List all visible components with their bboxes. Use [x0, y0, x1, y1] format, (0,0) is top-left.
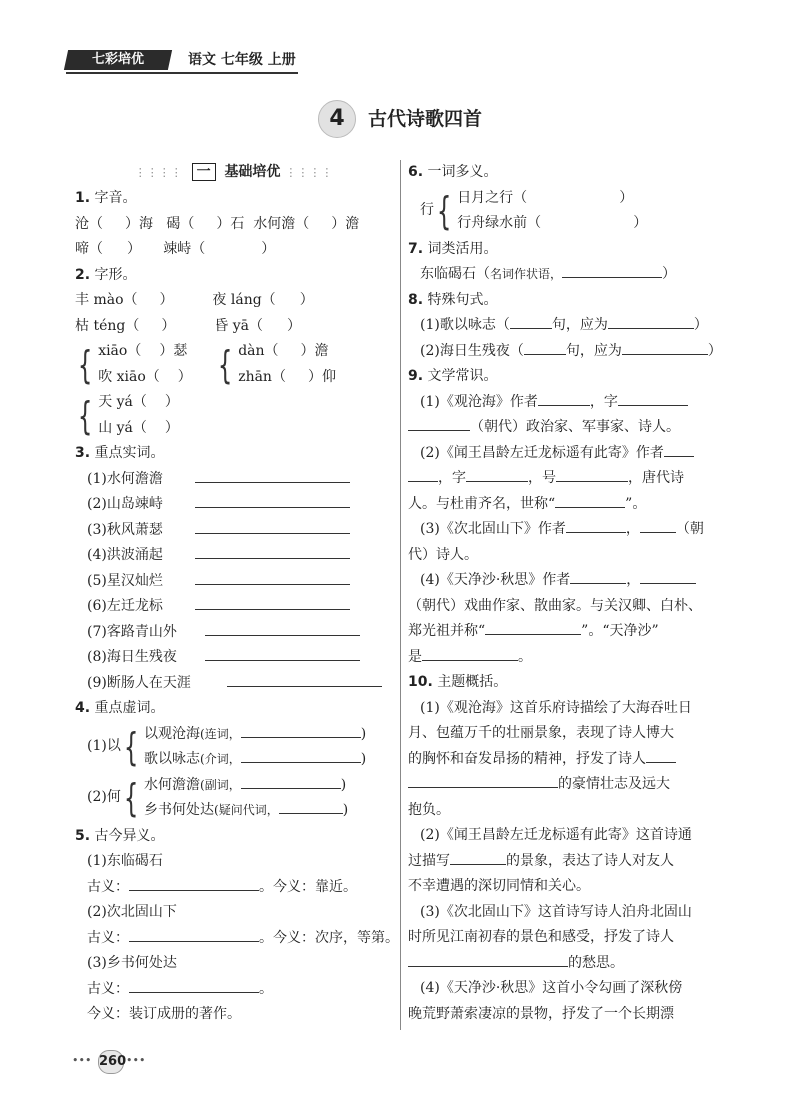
q9-b-line-2: ，字 ，号 ，唐代诗 — [408, 466, 728, 492]
answer-blank[interactable] — [195, 544, 350, 559]
header-underline — [66, 72, 298, 74]
q3-item: (7)客路青山外 — [75, 620, 393, 646]
q3-item: (5)星汉灿烂 — [75, 569, 393, 595]
answer-blank[interactable] — [640, 518, 676, 533]
series-badge: 七彩培优 — [64, 50, 172, 70]
question-7-title: 7. 词类活用。 — [408, 240, 498, 257]
lesson-number: 4 — [318, 100, 356, 138]
q10-p1-line-2: 月、包蕴万千的壮丽景象，表现了诗人博大 — [408, 725, 674, 741]
answer-blank[interactable] — [608, 314, 694, 329]
q7-item: 东临碣石（名词作状语， ） — [408, 262, 728, 288]
q10-p2-line-1: (2)《闻王昌龄左迁龙标遥有此寄》这首诗通 — [420, 827, 692, 843]
answer-blank[interactable] — [129, 876, 259, 891]
q10-p1-line-3: 的胸怀和奋发昂扬的精神，抒发了诗人 — [408, 747, 728, 773]
question-1-title: 1. 字音。 — [75, 190, 137, 206]
question-2-row-2: 枯 téng（ ） 昏 yā（ ） — [75, 317, 301, 334]
q9-b-line-3: 人。与杜甫齐名，世称“ ”。 — [408, 492, 728, 518]
answer-blank[interactable] — [562, 263, 662, 278]
q4-group-he: (2)何 { 水何澹澹(副词， ) 乡书何处达(疑问代词， ) — [75, 773, 393, 824]
question-3-title: 3. 重点实词。 — [75, 445, 165, 461]
q3-item: (3)秋风萧瑟 — [75, 518, 393, 544]
answer-blank[interactable] — [205, 621, 360, 636]
question-2-title: 2. 字形。 — [75, 266, 137, 283]
q9-d-line-2: （朝代）戏曲作家、散曲家。与关汉卿、白朴、 — [408, 597, 702, 614]
q9-a-line-2: （朝代）政治家、军事家、诗人。 — [408, 415, 728, 441]
answer-blank[interactable] — [566, 518, 626, 533]
question-8-title: 8. 特殊句式。 — [408, 291, 498, 308]
question-2-brace-row — [75, 339, 393, 390]
q3-item: (2)山岛竦峙 — [75, 492, 393, 518]
q9-d-line-1: (4)《天净沙·秋思》作者 ， — [408, 568, 728, 594]
question-1-line-2: 啼（ ） 竦峙（ ） — [75, 241, 276, 257]
answer-blank[interactable] — [241, 748, 361, 763]
answer-blank[interactable] — [227, 672, 382, 687]
answer-blank[interactable] — [622, 340, 708, 355]
question-1-line-1: 沧（ ）海 碣（ ）石 水何澹（ ）澹 — [75, 215, 360, 232]
answer-blank[interactable] — [646, 748, 676, 763]
answer-blank[interactable] — [408, 952, 568, 967]
q5-item-3: (3)乡书何处达 — [87, 955, 177, 971]
brace-group-dan: { dàn（ ）澹 zhān（ ）仰 — [217, 342, 336, 387]
subject-label: 语文 七年级 上册 — [188, 52, 296, 68]
q3-item: (8)海日生残夜 — [75, 645, 393, 671]
q10-p2-line-2: 过描写 的景象，表达了诗人对友人 — [408, 849, 728, 875]
q5-modern-meaning-3: 今义：装订成册的著作。 — [87, 1006, 241, 1022]
q3-item: (9)断肠人在天涯 — [75, 671, 393, 697]
question-10-title: 10. 主题概括。 — [408, 674, 508, 690]
answer-blank[interactable] — [556, 467, 628, 482]
q5-answer-2: 古义： 。今义：次序，等第。 — [75, 926, 393, 952]
answer-blank[interactable] — [524, 340, 566, 355]
question-4-title: 4. 重点虚词。 — [75, 700, 165, 716]
q9-b-line-1: (2)《闻王昌龄左迁龙标遥有此寄》作者 — [408, 441, 728, 467]
q10-p1-line-4: 的豪情壮志及远大 — [408, 772, 728, 798]
q5-answer-3: 古义： 。 — [75, 977, 393, 1003]
brace-group-xiao: { xiāo（ ）瑟 吹 xiāo（ ） — [77, 342, 192, 387]
q8-item-2: (2)海日生残夜（ 句，应为 ） — [408, 339, 728, 365]
answer-blank[interactable] — [664, 442, 694, 457]
q6-group: 行 { 日月之行（ ） 行舟绿水前（ ） — [420, 189, 648, 233]
q10-p3-line-2: 时所见江南初春的景色和感受，抒发了诗人 — [408, 929, 674, 945]
answer-blank[interactable] — [279, 799, 343, 814]
answer-blank[interactable] — [570, 569, 626, 584]
answer-blank[interactable] — [640, 569, 696, 584]
lesson-title: 古代诗歌四首 — [368, 108, 483, 130]
q10-p4-line-2: 晚荒野萧索凄凉的景物，抒发了一个长期漂 — [408, 1005, 674, 1022]
section-heading: ⋮⋮⋮⋮ 一 基础培优 ⋮⋮⋮⋮ — [134, 164, 334, 180]
q9-d-line-3: 郑光祖并称“ ”。“天净沙” — [408, 619, 728, 645]
q9-c-line-2: 代）诗人。 — [408, 546, 478, 563]
answer-blank[interactable] — [129, 978, 259, 993]
q10-p3-line-3: 的愁思。 — [408, 951, 728, 977]
q10-p1-line-1: (1)《观沧海》这首乐府诗描绘了大海吞吐日 — [420, 699, 692, 716]
answer-blank[interactable] — [241, 723, 361, 738]
answer-blank[interactable] — [485, 620, 581, 635]
answer-blank[interactable] — [195, 519, 350, 534]
question-6-title: 6. 一词多义。 — [408, 164, 498, 180]
q8-item-1: (1)歌以咏志（ 句，应为 ） — [408, 313, 728, 339]
q9-a-line-1: (1)《观沧海》作者 ，字 — [408, 390, 728, 416]
answer-blank[interactable] — [422, 646, 518, 661]
q10-p4-line-1: (4)《天净沙·秋思》这首小令勾画了深秋傍 — [420, 980, 683, 996]
answer-blank[interactable] — [466, 467, 528, 482]
q5-answer-1: 古义： 。今义：靠近。 — [75, 875, 393, 901]
q5-item-1: (1)东临碣石 — [87, 853, 163, 869]
q10-p2-line-3: 不幸遭遇的深切同情和关心。 — [408, 878, 590, 894]
answer-blank[interactable] — [195, 595, 350, 610]
q10-p3-line-1: (3)《次北固山下》这首诗写诗人泊舟北固山 — [420, 903, 692, 920]
answer-blank[interactable] — [408, 773, 558, 788]
q10-p1-line-5: 抱负。 — [408, 801, 450, 818]
answer-blank[interactable] — [195, 570, 350, 585]
q9-c-line-1: (3)《次北固山下》作者 ， （朝 — [408, 517, 728, 543]
question-5-title: 5. 古今异义。 — [75, 827, 165, 844]
answer-blank[interactable] — [241, 774, 341, 789]
answer-blank[interactable] — [195, 468, 350, 483]
brace-group-ya: { 天 yá（ ） 山 yá（ ） — [77, 393, 179, 438]
answer-blank[interactable] — [618, 391, 688, 406]
q3-item: (4)洪波涌起 — [75, 543, 393, 569]
q4-group-yi: (1)以 { 以观沧海(连词， ) 歌以咏志(介词， ) — [75, 722, 393, 773]
question-2-row-1: 丰 mào（ ） 夜 láng（ ） — [75, 292, 314, 308]
q3-item: (1)水何澹澹 — [75, 467, 393, 493]
answer-blank[interactable] — [408, 416, 470, 431]
answer-blank[interactable] — [555, 493, 625, 508]
answer-blank[interactable] — [538, 391, 590, 406]
q9-d-line-4: 是 。 — [408, 645, 728, 671]
answer-blank[interactable] — [205, 646, 360, 661]
q5-item-2: (2)次北固山下 — [87, 904, 177, 920]
page-number-badge: ••• 260 ••• — [64, 1050, 154, 1072]
answer-blank[interactable] — [195, 493, 350, 508]
answer-blank[interactable] — [510, 314, 552, 329]
question-9-title: 9. 文学常识。 — [408, 368, 498, 384]
column-divider — [400, 160, 401, 1030]
answer-blank[interactable] — [408, 467, 438, 482]
left-column — [75, 160, 399, 1028]
answer-blank[interactable] — [129, 927, 259, 942]
page-number: 260 — [98, 1050, 124, 1074]
answer-blank[interactable] — [450, 850, 506, 865]
right-column — [408, 160, 728, 1027]
q3-item: (6)左迁龙标 — [75, 594, 393, 620]
